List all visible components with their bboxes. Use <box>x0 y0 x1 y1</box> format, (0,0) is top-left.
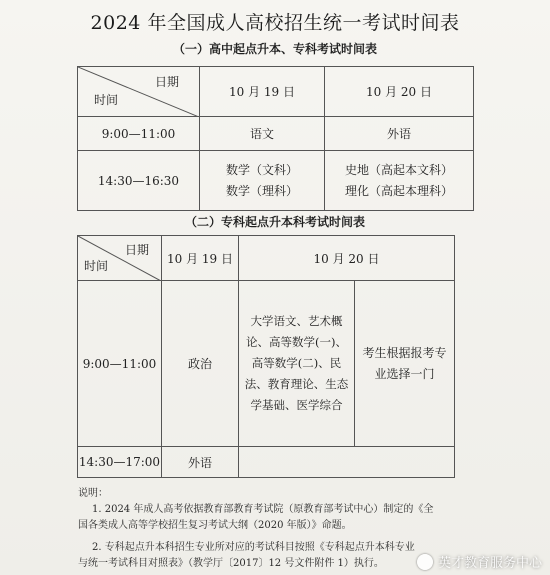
header-day1: 10 月 19 日 <box>162 236 239 281</box>
subject-line: 论、高等数学(一)、 <box>246 335 347 349</box>
row2-day1-subject: 外语 <box>162 447 239 478</box>
subject-line: 大学语文、艺术概 <box>250 314 343 328</box>
subject-line: 法、教育理论、生态 <box>244 377 349 391</box>
note-1-line: 国各类成人高等学校招生复习考试大纲（2020 年版）》命题。 <box>78 520 352 531</box>
subject-line: 学基础、医学综合 <box>250 398 343 412</box>
section1-table <box>77 66 474 211</box>
subject-line: 理化（高起本理科） <box>344 183 453 198</box>
row1-day1-subject: 语文 <box>200 117 325 151</box>
row2-day2-empty <box>239 447 455 478</box>
section2-header-diagonal-cell <box>78 236 162 281</box>
section1-heading: （一）高中起点升本、专科考试时间表 <box>172 42 377 56</box>
header-date-label: 日期 <box>124 243 149 257</box>
row1-day2-subject: 外语 <box>325 117 474 151</box>
subject-line: 考生根据报考专 <box>362 345 447 360</box>
subject-line: 业选择一门 <box>374 366 435 381</box>
section2-table <box>77 235 455 478</box>
row1-day2-elective-note <box>355 281 455 447</box>
header-day2: 10 月 20 日 <box>325 67 474 117</box>
row2-time: 14:30—16:30 <box>78 151 200 211</box>
notes-label: 说明： <box>78 488 108 499</box>
subject-line: 数学（理科） <box>225 183 298 198</box>
row1-time: 9:00—11:00 <box>78 117 200 151</box>
row2-day1-subjects <box>200 151 325 211</box>
section2-heading: （二）专科起点升本科考试时间表 <box>184 215 365 229</box>
note-2-line: 与统一考试科目对照表》（教学厅〔2017〕12 号文件附件 1）执行。 <box>78 558 384 569</box>
watermark-logo-icon <box>417 554 433 570</box>
subject-line: 高等数学(二)、民 <box>251 356 342 370</box>
row1-day1-subject: 政治 <box>162 281 239 447</box>
row1-time: 9:00—11:00 <box>78 281 162 447</box>
subject-line: 数学（文科） <box>225 162 298 177</box>
header-day1: 10 月 19 日 <box>200 67 325 117</box>
header-day2: 10 月 20 日 <box>239 236 455 281</box>
header-time-label: 时间 <box>84 259 109 273</box>
section1-header-diagonal-cell <box>78 67 200 117</box>
header-time-label: 时间 <box>94 93 119 107</box>
watermark-text: 英才教育服务中心 <box>437 556 542 571</box>
page-title: 2024 年全国成人高校招生统一考试时间表 <box>90 12 460 34</box>
watermark <box>417 552 542 571</box>
row2-time: 14:30—17:00 <box>78 447 162 478</box>
subject-line: 史地（高起本文科） <box>344 162 453 177</box>
row1-day2-required-subjects <box>239 281 355 447</box>
note-2-line: 2. 专科起点升本科招生专业所对应的考试科目按照《专科起点升本科专业 <box>92 542 415 553</box>
header-date-label: 日期 <box>154 75 179 89</box>
note-1-line: 1. 2024 年成人高考依据教育部教育考试院（原教育部考试中心）制定的《全 <box>92 504 434 515</box>
row2-day2-subjects <box>325 151 474 211</box>
